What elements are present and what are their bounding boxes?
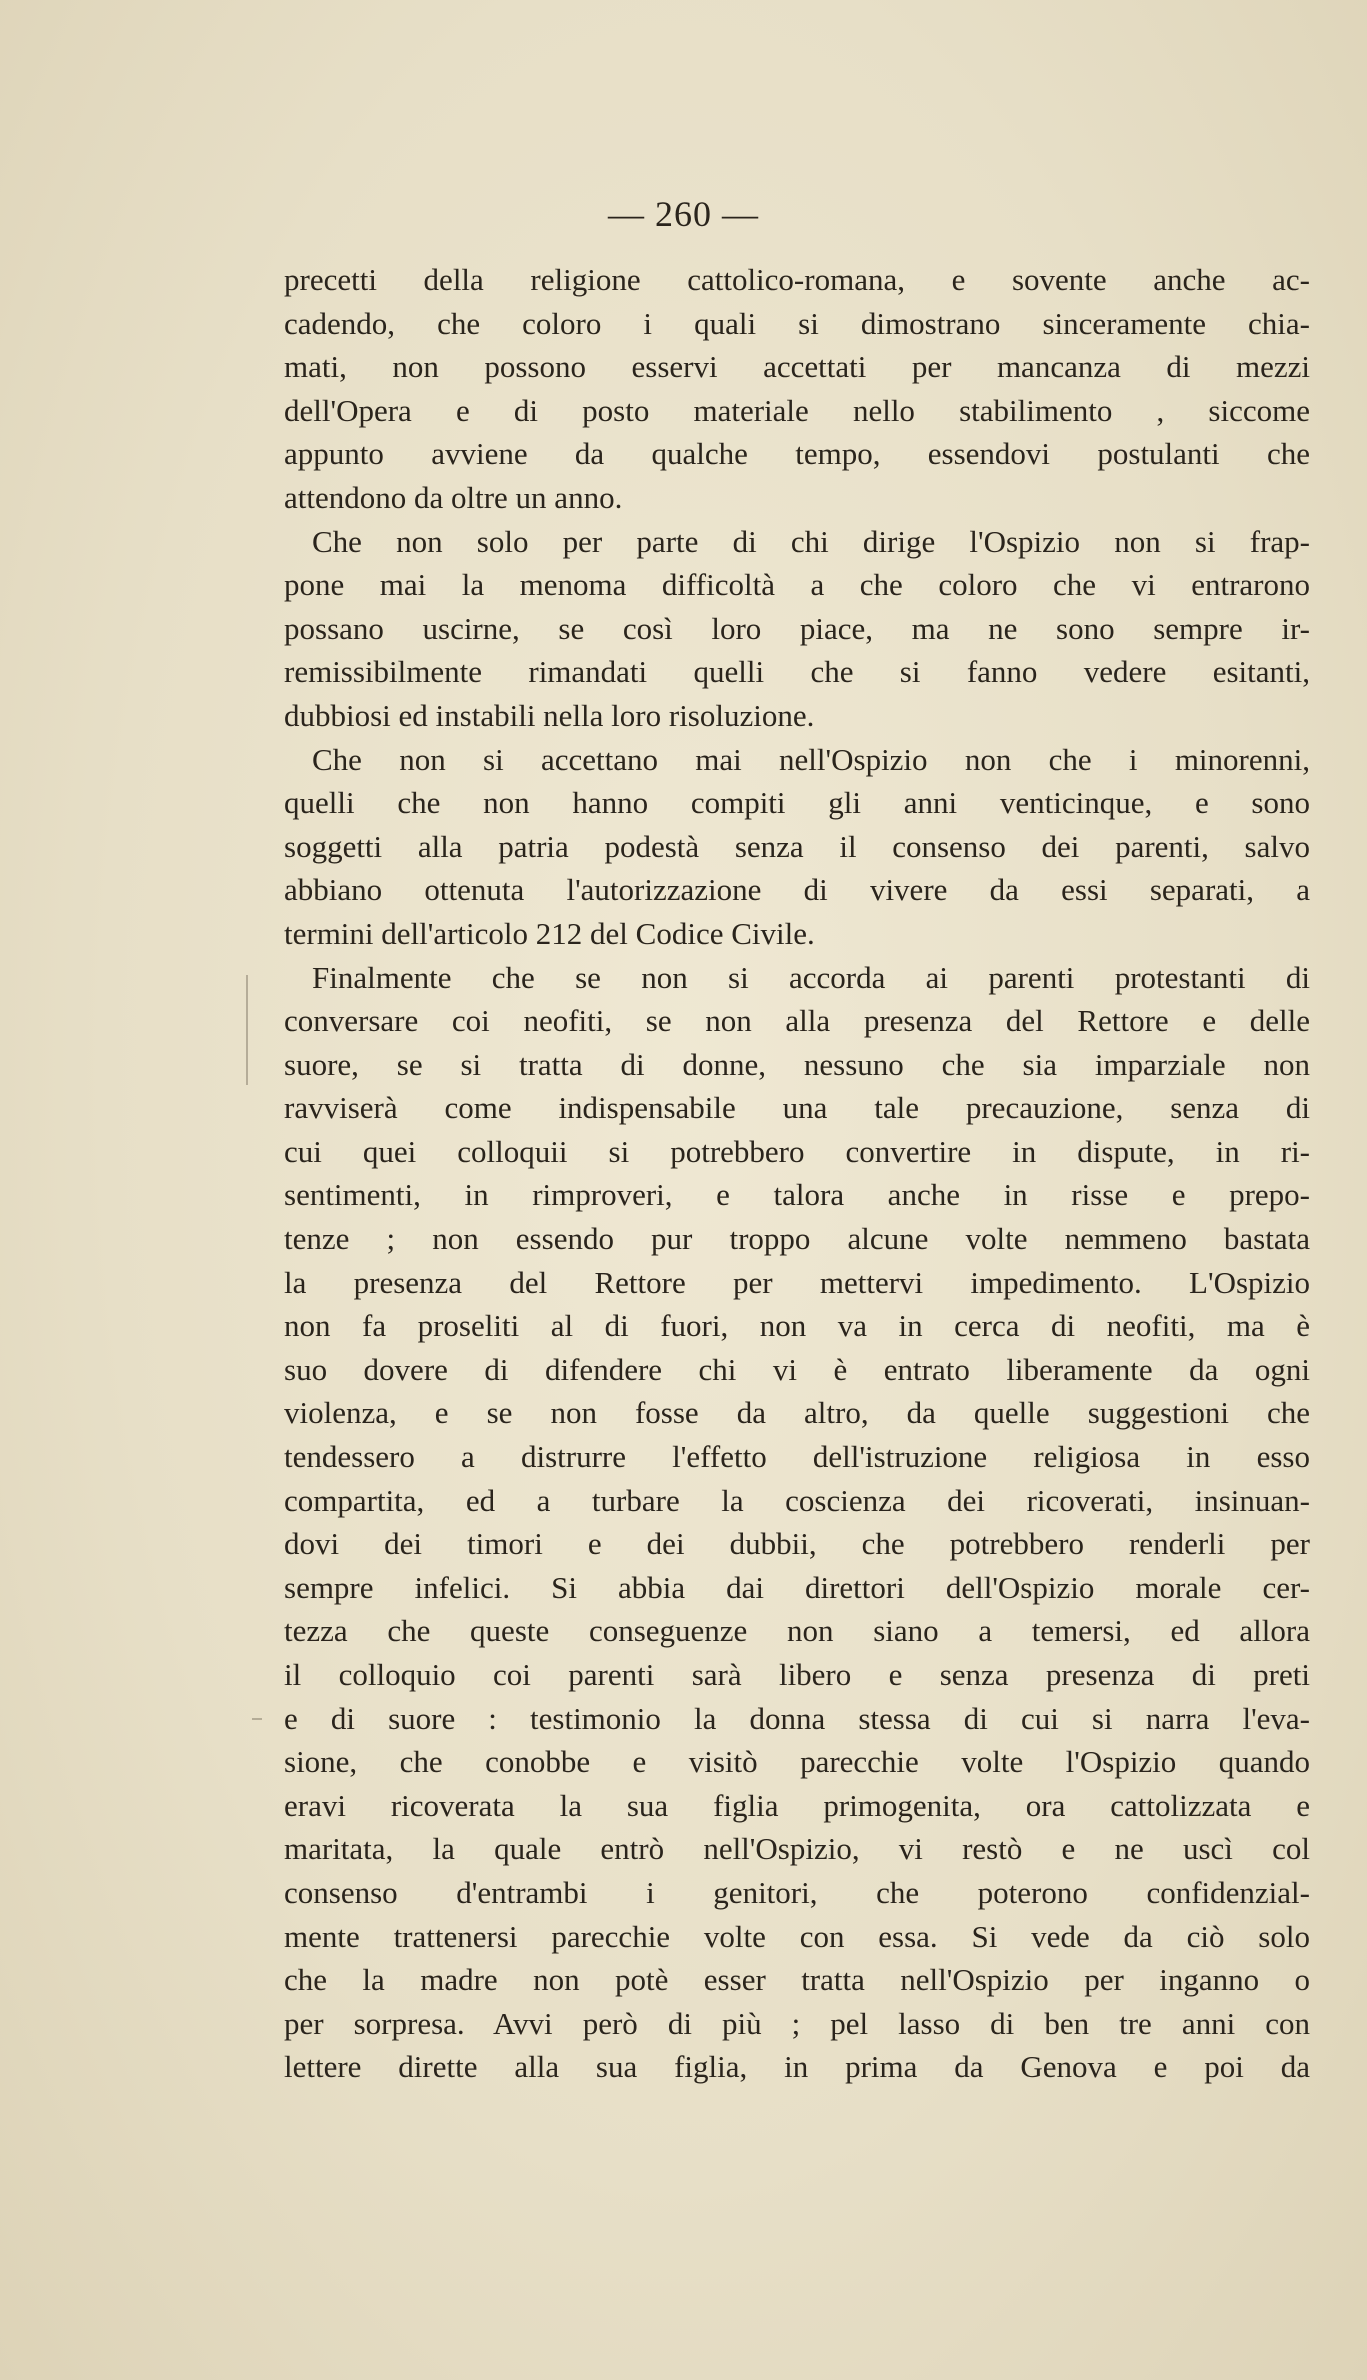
text-line: dovi dei timori e dei dubbii, che potrebbero renderli per bbox=[284, 1526, 1310, 1562]
text-line: suo dovere di difendere chi vi è entrato liberamente da ogni bbox=[284, 1351, 1310, 1387]
text-line: pone mai la menoma difficoltà a che coloro che vi entrarono bbox=[284, 567, 1310, 603]
text-line: mente trattenersi parecchie volte con essa. Si vede da ciò solo bbox=[284, 1918, 1310, 1954]
text-line: per sorpresa. Avvi però di più ; pel lasso di ben tre anni con bbox=[284, 2005, 1310, 2041]
text-line: cui quei colloquii si potrebbero convertire in dispute, in ri- bbox=[284, 1133, 1310, 1169]
text-line: lettere dirette alla sua figlia, in prima da Genova e poi da bbox=[284, 2049, 1310, 2085]
text-line: remissibilmente rimandati quelli che si fanno vedere esitanti, bbox=[284, 654, 1310, 690]
text-line: abbiano ottenuta l'autorizzazione di vivere da essi separati, a bbox=[284, 872, 1310, 908]
paragraph-start-line: Che non si accettano mai nell'Ospizio non che i minorenni, bbox=[312, 741, 1310, 777]
text-line: che la madre non potè esser tratta nell'Ospizio per inganno o bbox=[284, 1962, 1310, 1998]
text-line: eravi ricoverata la sua figlia primogenita, ora cattolizzata e bbox=[284, 1787, 1310, 1823]
paragraph-start-line: Che non solo per parte di chi dirige l'Ospizio non si frap- bbox=[312, 523, 1310, 559]
text-line: sempre infelici. Si abbia dai direttori dell'Ospizio morale cer- bbox=[284, 1569, 1310, 1605]
text-line: conversare coi neofiti, se non alla presenza del Rettore e delle bbox=[284, 1003, 1310, 1039]
text-line: tezza che queste conseguenze non siano a temersi, ed allora bbox=[284, 1613, 1310, 1649]
text-line: ravviserà come indispensabile una tale precauzione, senza di bbox=[284, 1090, 1310, 1126]
text-line: compartita, ed a turbare la coscienza dei ricoverati, insinuan- bbox=[284, 1482, 1310, 1518]
margin-pencil-mark bbox=[246, 975, 248, 1085]
text-line: sione, che conobbe e visitò parecchie volte l'Ospizio quando bbox=[284, 1744, 1310, 1780]
text-line: e di suore : testimonio la donna stessa di cui si narra l'eva- bbox=[284, 1700, 1310, 1736]
text-line: il colloquio coi parenti sarà libero e senza presenza di preti bbox=[284, 1657, 1310, 1692]
paragraph-start-line: Finalmente che se non si accorda ai parenti protestanti di bbox=[312, 959, 1310, 995]
text-line: mati, non possono esservi accettati per mancanza di mezzi bbox=[284, 349, 1310, 385]
page-number: — 260 — bbox=[608, 194, 759, 234]
body-text bbox=[284, 258, 1310, 2089]
text-line: cadendo, che coloro i quali si dimostrano sinceramente chia- bbox=[284, 305, 1310, 341]
text-line: tenze ; non essendo pur troppo alcune volte nemmeno bastata bbox=[284, 1221, 1310, 1257]
text-line: quelli che non hanno compiti gli anni venticinque, e sono bbox=[284, 785, 1310, 821]
text-line: non fa proseliti al di fuori, non va in cerca di neofiti, ma è bbox=[284, 1308, 1310, 1344]
text-line: maritata, la quale entrò nell'Ospizio, vi restò e ne uscì col bbox=[284, 1831, 1310, 1867]
text-line: possano uscirne, se così loro piace, ma ne sono sempre ir- bbox=[284, 610, 1310, 646]
text-line: dell'Opera e di posto materiale nello stabilimento , siccome bbox=[284, 392, 1310, 428]
text-line: soggetti alla patria podestà senza il consenso dei parenti, salvo bbox=[284, 828, 1310, 864]
text-line: suore, se si tratta di donne, nessuno che sia imparziale non bbox=[284, 1046, 1310, 1082]
text-line: consenso d'entrambi i genitori, che poterono confidenzial- bbox=[284, 1874, 1310, 1910]
text-line: tendessero a distrurre l'effetto dell'istruzione religiosa in esso bbox=[284, 1439, 1310, 1475]
text-line: violenza, e se non fosse da altro, da quelle suggestioni che bbox=[284, 1395, 1310, 1431]
text-line: la presenza del Rettore per mettervi impedimento. L'Ospizio bbox=[284, 1264, 1310, 1300]
margin-tick-mark bbox=[252, 1718, 262, 1720]
text-line: dubbiosi ed instabili nella loro risoluzione. bbox=[284, 697, 815, 733]
text-line: sentimenti, in rimproveri, e talora anche in risse e prepo- bbox=[284, 1177, 1310, 1213]
text-line: attendono da oltre un anno. bbox=[284, 479, 623, 515]
text-line: appunto avviene da qualche tempo, essendovi postulanti che bbox=[284, 436, 1310, 472]
text-line: precetti della religione cattolico-romana, e sovente anche ac- bbox=[284, 262, 1310, 297]
text-line: termini dell'articolo 212 del Codice Civile. bbox=[284, 915, 815, 951]
